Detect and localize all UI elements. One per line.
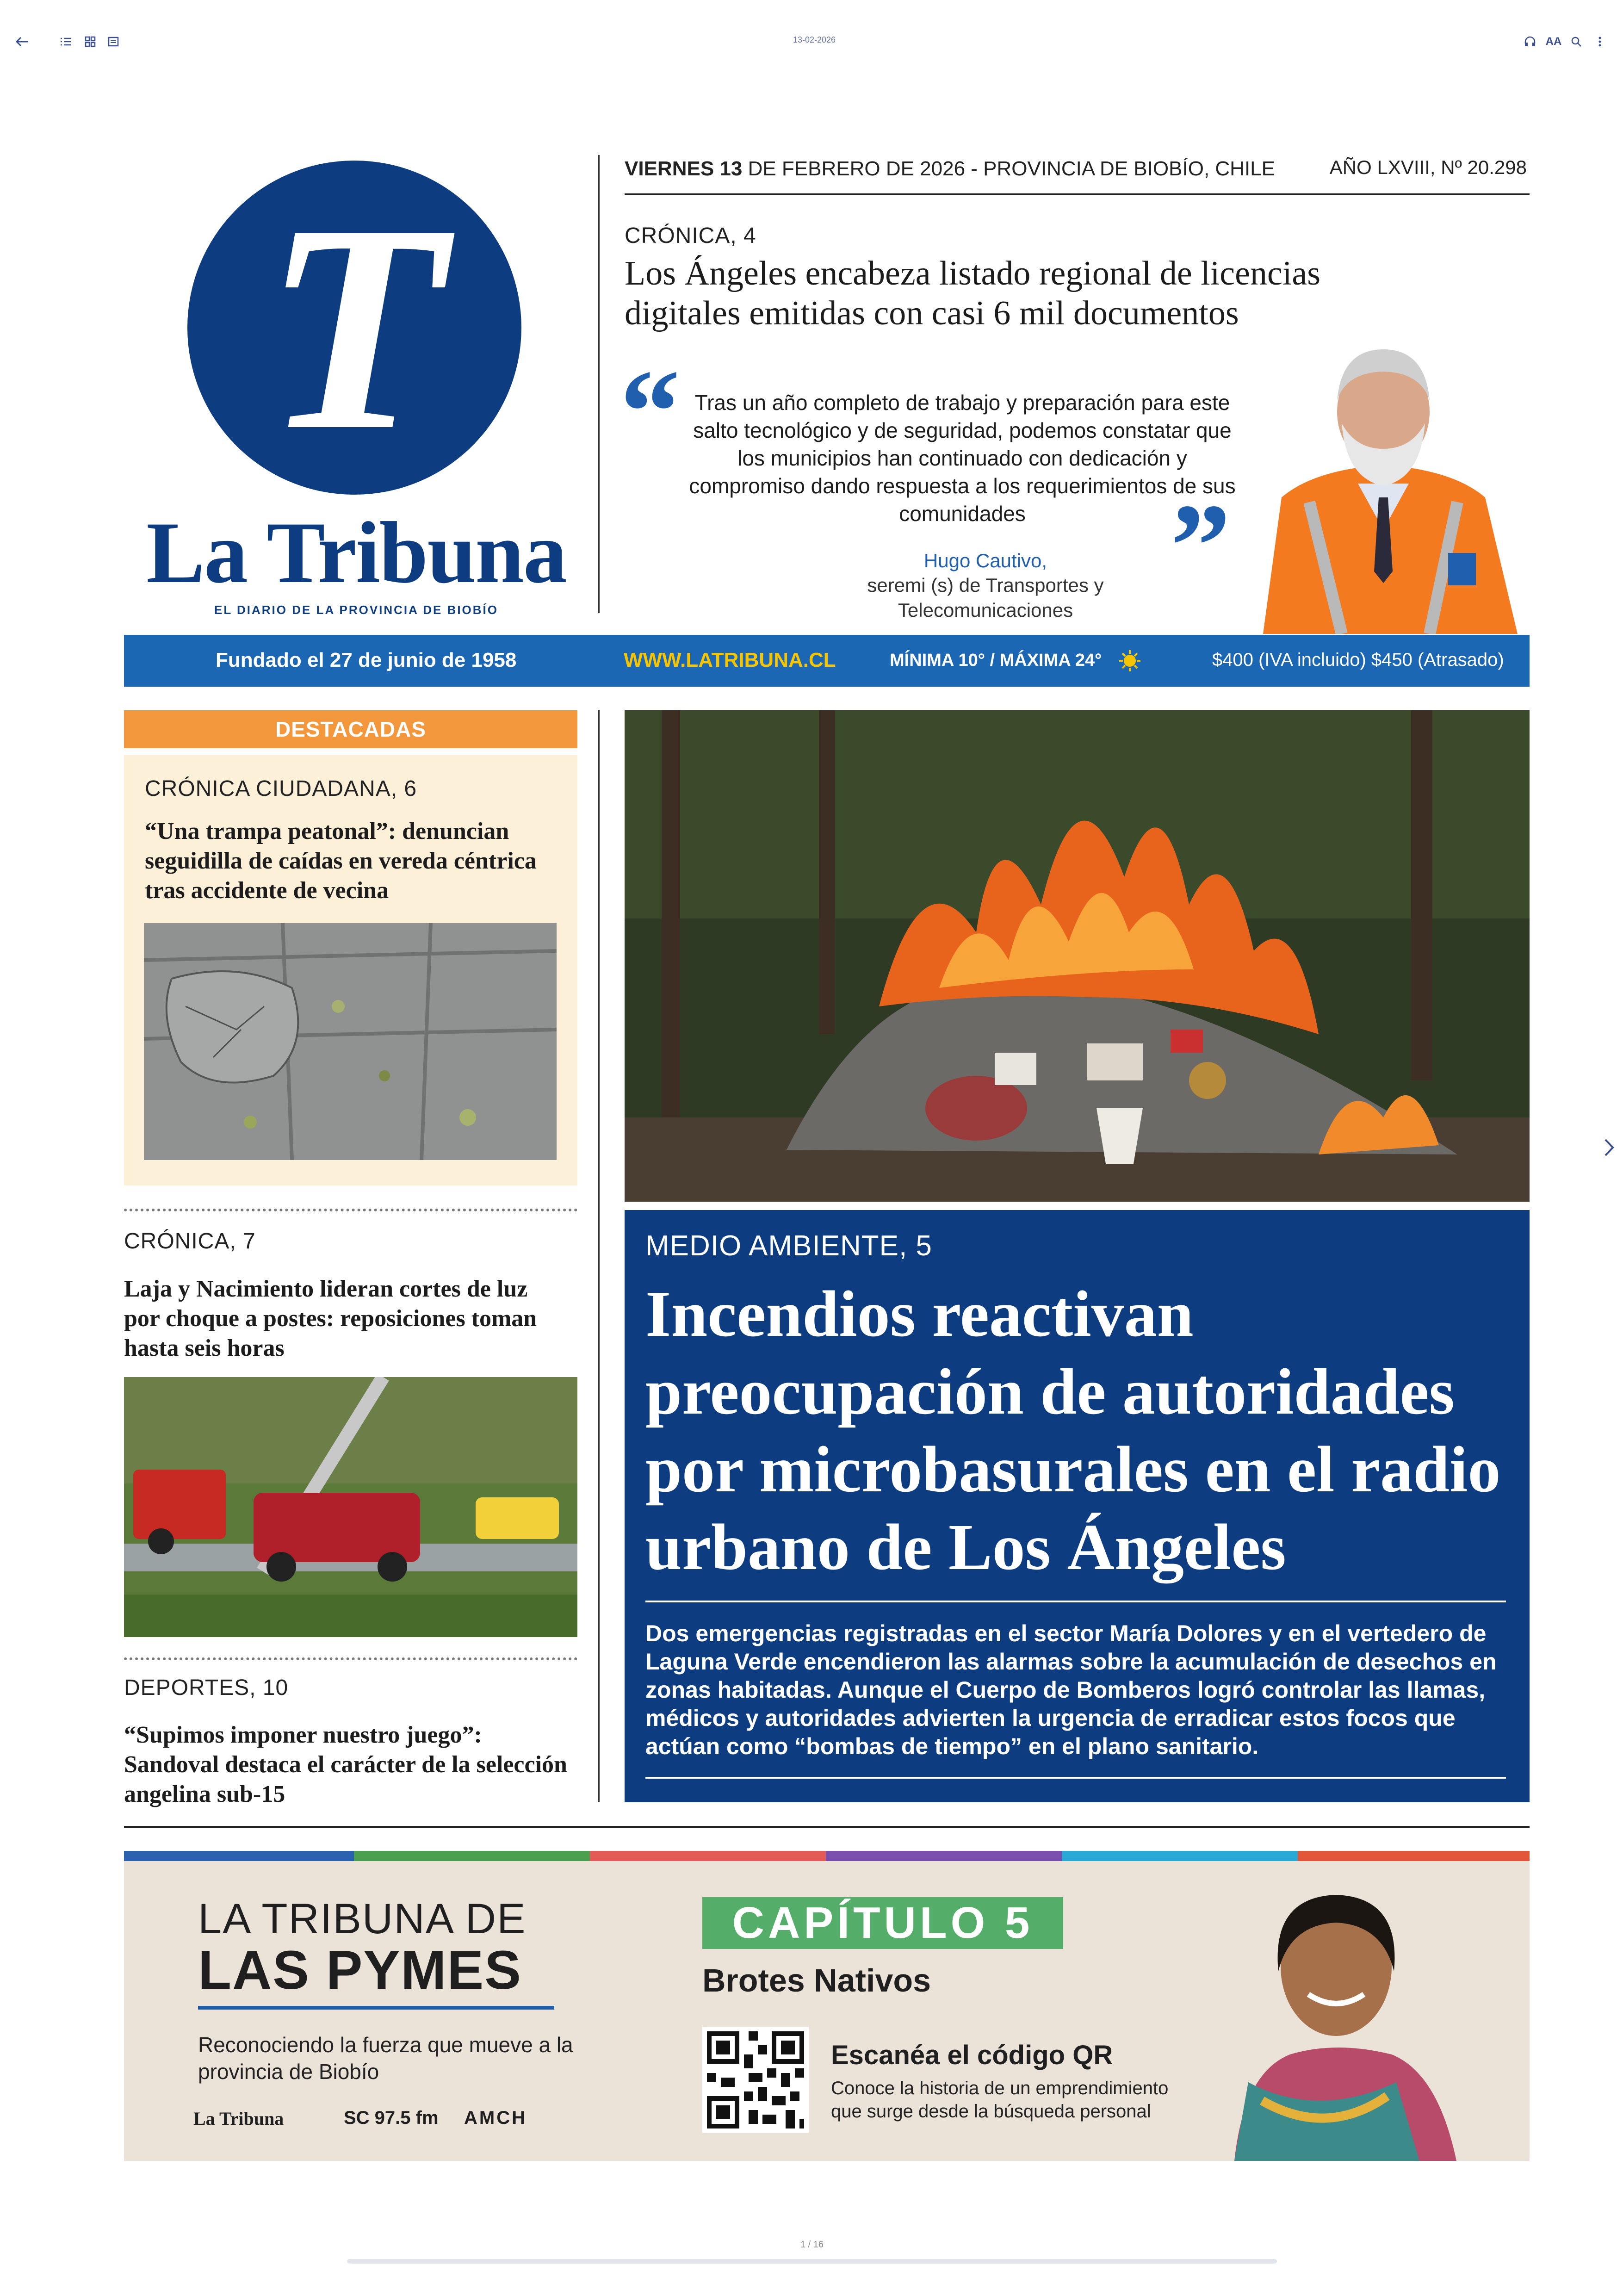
ad-stripe	[1298, 1851, 1530, 1861]
more-vertical-icon	[1598, 36, 1602, 47]
pymes-ad[interactable]	[124, 1851, 1530, 2161]
sidewalk-photo	[144, 923, 557, 1160]
back-button[interactable]	[13, 32, 31, 51]
destacadas-label: DESTACADAS	[124, 710, 577, 748]
header-rule	[625, 193, 1530, 195]
founded-text: Fundado el 27 de junio de 1958	[216, 649, 517, 671]
main-story-summary: Dos emergencias registradas en el sector María Dolores y en el vertedero de Laguna Verde encendieron las alarmas sobre la acumulación de desechos en zonas habitadas. Aunque el Cuerpo de Bomberos logró controlar las llamas, médicos y autoridades advierten la urgencia de erradicar estos focos que actúan como “bombas de tiempo” en el plano sanitario.	[645, 1620, 1497, 1759]
column-divider	[598, 710, 600, 1802]
main-story-headline[interactable]: Incendios reactivan preocupación de autoridades por microbasurales en el radio urbano de Los Ángeles	[645, 1277, 1501, 1583]
main-story[interactable]	[625, 1210, 1530, 1802]
sun-icon	[1118, 649, 1142, 673]
page-indicator: 1 / 16	[800, 2240, 824, 2250]
story-headline[interactable]: “Una trampa peatonal”: denuncian seguidilla de caídas en vereda céntrica tras accidente de vecina	[145, 818, 537, 904]
masthead-tagline: EL DIARIO DE LA PROVINCIA DE BIOBÍO	[214, 603, 498, 617]
quote-role: seremi (s) de Transportes y Telecomunicaciones	[867, 574, 1104, 621]
price-text: $400 (IVA incluido) $450 (Atrasado)	[1212, 650, 1504, 670]
dateline	[625, 157, 1275, 180]
main-rule-bottom	[645, 1777, 1506, 1779]
ad-logo-radio: SC 97.5 fm	[344, 2108, 439, 2128]
ad-logo-amch: AMCH	[464, 2108, 527, 2128]
story-headline[interactable]: “Supimos imponer nuestro juego”: Sandoval destaca el carácter de la selección angelina sub-15	[124, 1722, 567, 1807]
ad-chapter: CAPÍTULO 5	[702, 1897, 1063, 1949]
main-rule-top	[645, 1601, 1506, 1602]
official-portrait	[1245, 331, 1530, 634]
footer-rule	[124, 1826, 1530, 1828]
ad-scan-text: Conoce la historia de un emprendimiento que surge desde la búsqueda personal	[831, 2078, 1169, 2122]
next-page-button[interactable]	[1600, 1134, 1618, 1161]
grid-icon	[85, 36, 96, 47]
toolbar-date: 13-02-2026	[793, 35, 836, 44]
headphones-icon	[1524, 36, 1536, 47]
chevron-right-icon	[1604, 1138, 1614, 1157]
page-scrollbar[interactable]	[347, 2259, 1277, 2264]
search-icon	[1571, 36, 1582, 47]
text-size-button[interactable]: AA	[1545, 35, 1562, 48]
quote-text: Tras un año completo de trabajo y preparación para este salto tecnológico y de seguridad, podemos constatar que los municipios han continuado con dedicación y compromiso dando respuesta a los requerimientos de sus comunidades	[689, 391, 1236, 526]
divider	[124, 1657, 577, 1660]
masthead-name: La Tribuna	[146, 504, 566, 602]
dateline-day: VIERNES 13	[625, 157, 743, 180]
arrow-left-icon	[15, 36, 29, 47]
crash-photo	[124, 1377, 577, 1637]
top-story-section: CRÓNICA, 4	[625, 223, 756, 248]
logo-letter: T	[264, 164, 445, 491]
story-section: CRÓNICA, 7	[124, 1229, 256, 1253]
ad-stripe	[826, 1851, 1062, 1861]
ad-chapter-name: Brotes Nativos	[702, 1962, 931, 1998]
ad-logo-latribuna: La Tribuna	[193, 2108, 284, 2129]
ad-title-line1: LA TRIBUNA DE	[198, 1895, 527, 1942]
fire-photo[interactable]	[625, 710, 1530, 1202]
ad-scan-title: Escanéa el código QR	[831, 2040, 1113, 2070]
story-headline[interactable]: Laja y Nacimiento lideran cortes de luz por choque a postes: reposiciones toman hasta seis horas	[124, 1276, 537, 1361]
ad-stripe	[124, 1851, 354, 1861]
main-story-section: MEDIO AMBIENTE, 5	[645, 1230, 932, 1262]
more-button[interactable]	[1594, 32, 1605, 51]
dateline-rest: DE FEBRERO DE 2026 - PROVINCIA DE BIOBÍO, CHILE	[742, 157, 1275, 180]
website-link[interactable]: WWW.LATRIBUNA.CL	[624, 649, 836, 671]
info-band	[124, 635, 1530, 687]
entrepreneur-photo	[1179, 1879, 1503, 2161]
quote-author: Hugo Cautivo,	[923, 550, 1047, 571]
issue-number: AÑO LXVIII, Nº 20.298	[1329, 156, 1527, 178]
ad-stripe	[590, 1851, 826, 1861]
qr-code[interactable]	[702, 2027, 809, 2133]
article-view-button[interactable]	[105, 32, 121, 51]
ad-stripe	[354, 1851, 590, 1861]
article-icon	[108, 36, 119, 47]
ad-rule	[198, 2006, 554, 2010]
list-icon	[60, 37, 72, 46]
ad-subtitle: Reconociendo la fuerza que mueve a la provincia de Biobío	[198, 2033, 573, 2084]
open-quote-icon: “	[620, 345, 680, 478]
story-section: CRÓNICA CIUDADANA, 6	[145, 776, 417, 801]
divider	[124, 1209, 577, 1211]
search-button[interactable]	[1568, 32, 1584, 51]
header-divider	[598, 155, 600, 613]
close-quote-icon: ”	[1171, 479, 1231, 613]
ad-title-line2: LAS PYMES	[198, 1940, 522, 2001]
weather-text: MÍNIMA 10° / MÁXIMA 24°	[890, 651, 1102, 670]
story-section: DEPORTES, 10	[124, 1675, 289, 1700]
destacada-card[interactable]	[124, 755, 577, 1185]
audio-button[interactable]	[1522, 32, 1538, 51]
list-view-button[interactable]	[58, 32, 74, 51]
grid-view-button[interactable]	[82, 32, 98, 51]
top-story-headline[interactable]: Los Ángeles encabeza listado regional de licencias digitales emitidas con casi 6 mil documentos	[625, 254, 1321, 332]
ad-stripe	[1062, 1851, 1298, 1861]
